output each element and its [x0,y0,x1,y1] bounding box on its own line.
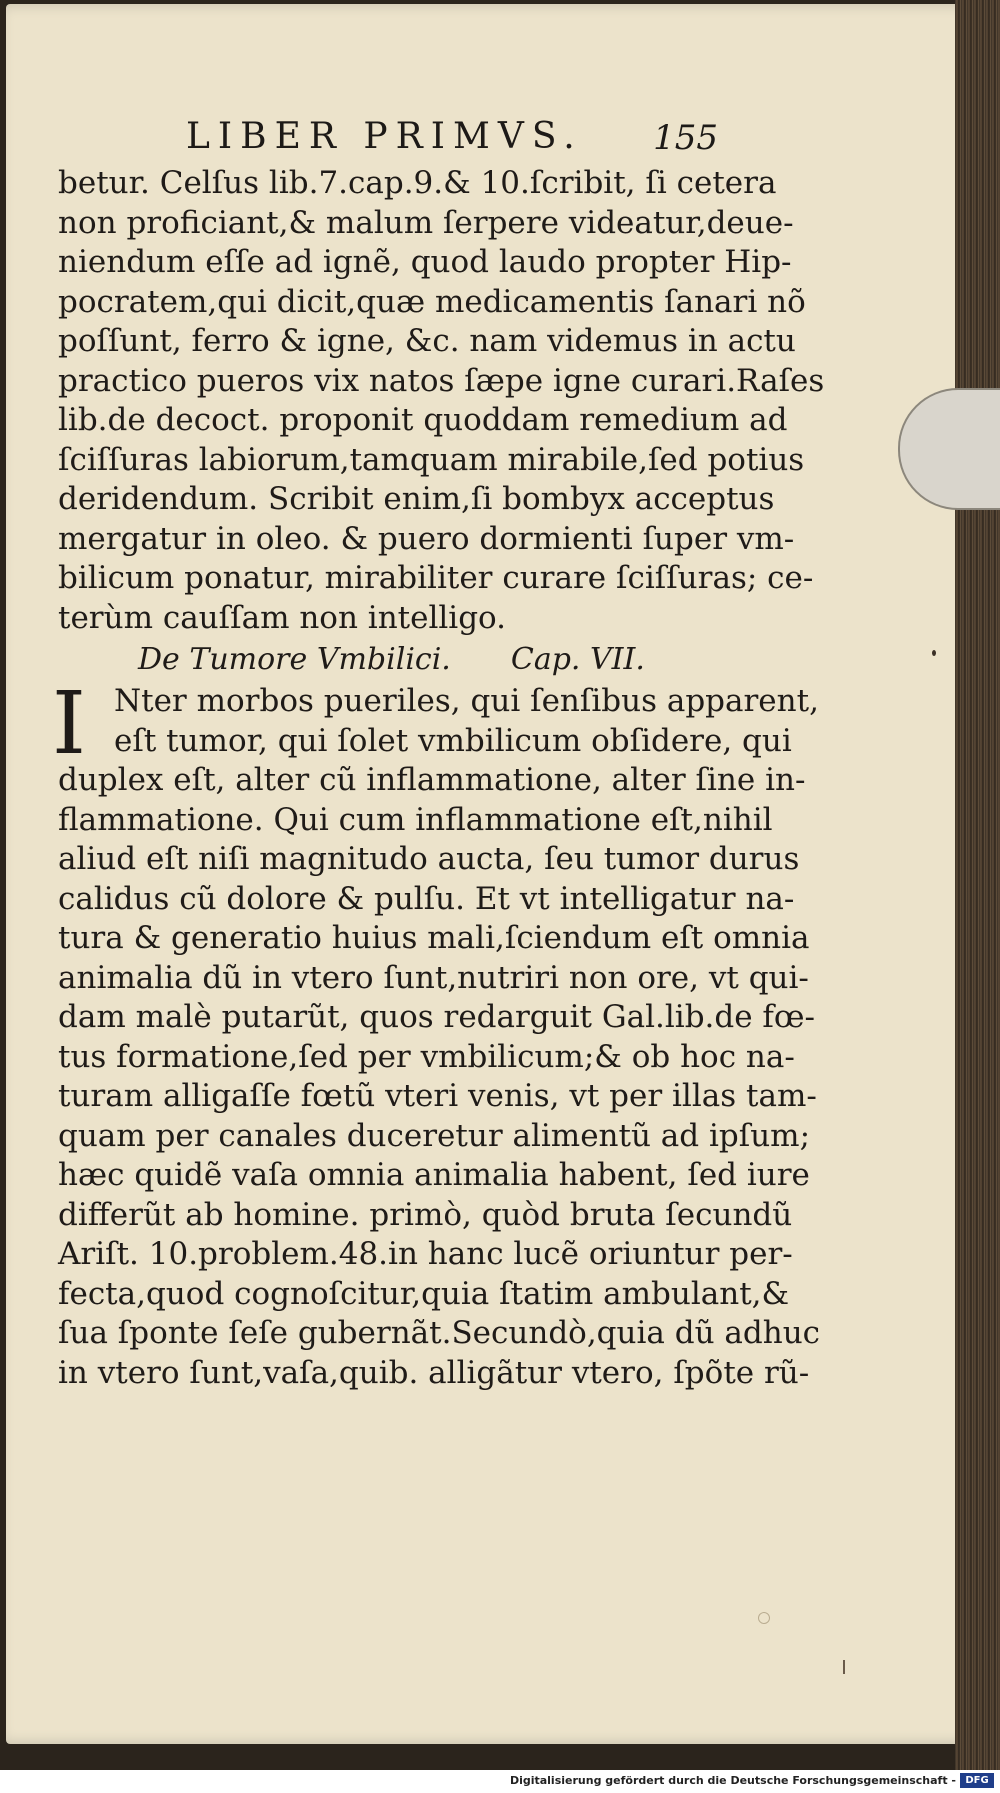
text-line: non proficiant,& malum ſerpere videatur,deue- [58,204,794,241]
text-line: practico pueros vix natos ſæpe igne curari.Raſes [58,362,825,399]
text-line: Nter morbos pueriles, qui ſenſibus apparent, [114,683,819,719]
text-line: tura & generatio huius mali,ſciendum eſt omnia [58,920,810,956]
text-line: flammatione. Qui cum inflammatione eſt,nihil [58,801,773,838]
paragraph-continuation [58,164,825,638]
running-head [186,116,726,166]
text-line: tus formatione,ſed per vmbilicum;& ob hoc na- [58,1038,795,1075]
text-line: terùm cauſſam non intelligo. [58,599,507,636]
running-title: LIBER PRIMVS. [186,116,583,157]
text-line: ſua ſponte ſeſe gubernãt.Secundò,quia dũ adhuc [58,1315,821,1351]
text-line: niendum eſſe ad ignẽ, quod laudo propter Hip- [58,244,792,280]
book-page [6,4,986,1744]
page-edges [955,0,1000,1770]
text-line: eſt tumor, qui ſolet vmbilicum obſidere, qui [114,722,792,759]
text-line: bilicum ponatur, mirabiliter curare ſciſſuras; ce- [58,560,814,596]
text-line: in vtero ſunt,vaſa,quib. alligãtur vtero, ſpõte rũ- [58,1354,810,1391]
chapter-opening [52,674,819,774]
text-line: duplex eſt, alter cũ inflammatione, alter ſine in- [58,762,806,798]
text-line: turam alligaſſe fœtũ vteri venis, vt per illas tam- [58,1078,817,1114]
text-line: hæc quidẽ vaſa omnia animalia habent, ſed iure [58,1157,810,1193]
text-line: ſciſſuras labiorum,tamquam mirabile,ſed potius [58,441,805,478]
text-line: dam malè putarũt, quos redarguit Gal.lib.de fœ- [58,999,816,1035]
text-line: lib.de decoct. proponit quoddam remedium ad [58,402,788,438]
chapter-title: De Tumore Vmbilici. [138,642,451,677]
chapter-number: Cap. VII. [510,642,645,677]
text-line: poſſunt, ferro & igne, &c. nam videmus in actu [58,323,796,359]
drop-cap: I [52,674,86,774]
text-line: animalia dũ in vtero ſunt,nutriri non ore, vt qui- [58,959,809,996]
footer-credit: Digitalisierung gefördert durch die Deutsche Forschungsgemeinschaft - [509,1774,956,1787]
text-line: pocratem,qui dicit,quæ medicamentis ſanari nõ [58,283,806,320]
dfg-logo: DFG [960,1773,994,1788]
digitization-footer [0,1770,1000,1793]
text-line: aliud eſt niſi magnitudo aucta, ſeu tumor durus [58,841,800,877]
paper-blemish [758,1612,770,1624]
chapter-body [58,761,821,1393]
chapter-heading [58,638,748,682]
text-line: deridendum. Scribit enim,ſi bombyx acceptus [58,481,775,517]
text-line: differũt ab homine. primò, quòd bruta ſecundũ [58,1196,793,1233]
text-block [52,164,825,1393]
text-line: betur. Celſus lib.7.cap.9.& 10.ſcribit, ſi cetera [58,165,777,201]
page-number: 155 [653,118,718,158]
text-line: quam per canales duceretur alimentũ ad ipſum; [58,1117,811,1154]
ink-speck [932,650,936,656]
text-line: fecta,quod cognoſcitur,quia ſtatim ambulant,& [58,1275,790,1312]
text-line: Ariſt. 10.problem.48.in hanc lucẽ oriuntur per- [58,1236,793,1272]
ink-speck [843,1660,845,1674]
text-line: calidus cũ dolore & pulſu. Et vt intelligatur na- [58,880,795,917]
text-line: mergatur in oleo. & puero dormienti ſuper vm- [58,520,795,557]
